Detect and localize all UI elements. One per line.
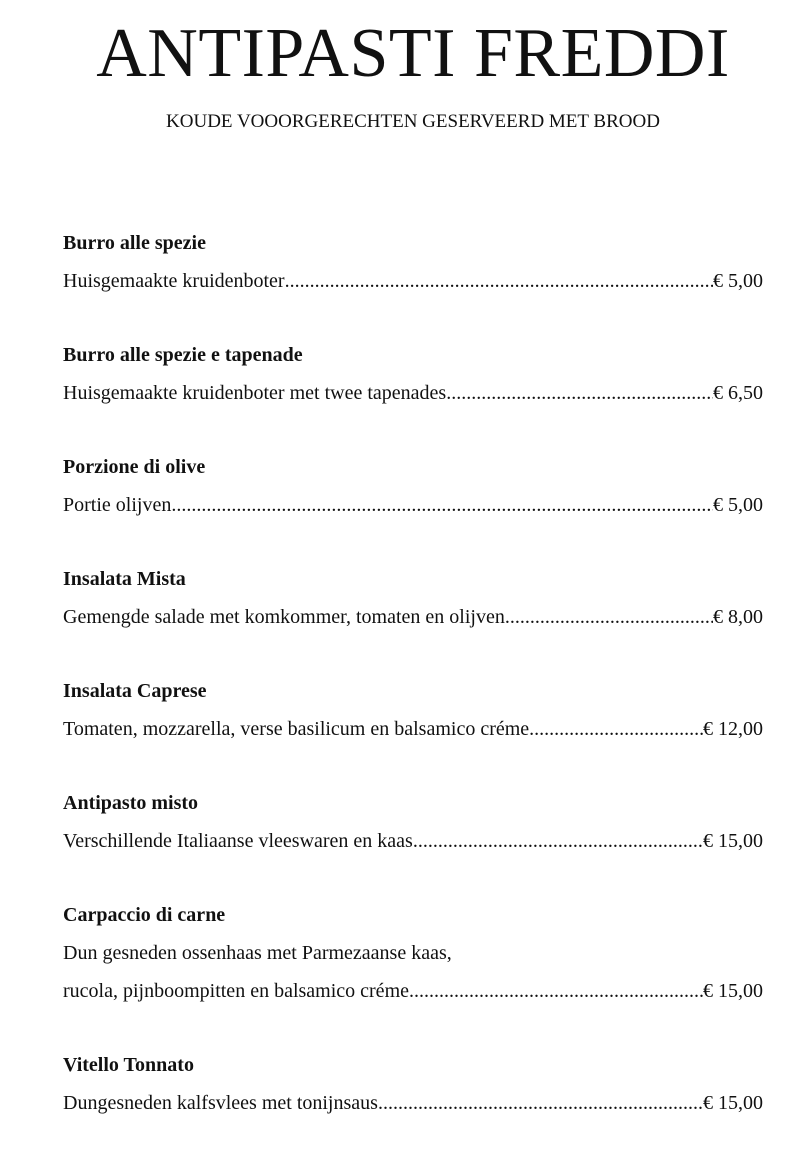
dot-leader — [171, 486, 713, 524]
menu-item-description: Tomaten, mozzarella, verse basilicum en balsamico créme — [63, 718, 530, 740]
page-subtitle: KOUDE VOOORGERECHTEN GESERVEERD MET BROOD — [166, 111, 660, 132]
menu-item — [63, 564, 763, 676]
menu-item — [63, 1050, 763, 1162]
menu-item-name: Insalata Mista — [63, 568, 186, 590]
menu-item-price: € 12,00 — [703, 718, 763, 740]
menu-item-description: Huisgemaakte kruidenboter — [63, 270, 285, 292]
menu-item-price: € 8,00 — [713, 606, 763, 628]
menu-item-line — [63, 972, 763, 1010]
menu-item-price: € 5,00 — [713, 270, 763, 292]
menu-item-line — [63, 1084, 763, 1122]
menu-item — [63, 340, 763, 452]
page-title: ANTIPASTI FREDDI — [96, 15, 730, 92]
menu-item-line — [63, 486, 763, 524]
menu-item-description: Gemengde salade met komkommer, tomaten en olijven — [63, 606, 505, 628]
dot-leader — [409, 972, 703, 1010]
menu-item-name: Burro alle spezie e tapenade — [63, 344, 303, 366]
dot-leader — [505, 598, 713, 636]
menu-item — [63, 452, 763, 564]
menu-item — [63, 228, 763, 340]
menu-item-line — [63, 598, 763, 636]
menu-item-line — [63, 262, 763, 300]
menu-item-description-line-1: Dun gesneden ossenhaas met Parmezaanse kaas, — [63, 942, 452, 964]
menu-item-name: Antipasto misto — [63, 792, 199, 814]
dot-leader — [446, 374, 713, 412]
menu-item-price: € 6,50 — [713, 382, 763, 404]
menu-item-line — [63, 934, 763, 972]
menu-item-line — [63, 374, 763, 412]
menu-item-name: Burro alle spezie — [63, 232, 206, 254]
menu-item-name: Porzione di olive — [63, 456, 206, 478]
menu-item — [63, 900, 763, 1050]
menu-item-price: € 15,00 — [703, 980, 763, 1002]
dot-leader — [285, 262, 713, 300]
menu-item-name: Carpaccio di carne — [63, 904, 226, 926]
dot-leader — [413, 822, 703, 860]
menu-item — [63, 788, 763, 900]
menu-item-description: Dungesneden kalfsvlees met tonijnsaus — [63, 1092, 378, 1114]
menu-item-price: € 15,00 — [703, 830, 763, 852]
menu-item-name: Insalata Caprese — [63, 680, 207, 702]
menu-item-price: € 15,00 — [703, 1092, 763, 1114]
menu-item-name: Vitello Tonnato — [63, 1054, 194, 1076]
menu-item-description: Verschillende Italiaanse vleeswaren en kaas — [63, 830, 413, 852]
dot-leader — [529, 710, 703, 748]
menu-item-line — [63, 710, 763, 748]
menu-item-description: rucola, pijnboompitten en balsamico créme — [63, 980, 409, 1002]
menu-item-price: € 5,00 — [713, 494, 763, 516]
dot-leader — [378, 1084, 703, 1122]
menu-list — [63, 228, 763, 1162]
menu-item — [63, 676, 763, 788]
menu-item-description: Huisgemaakte kruidenboter met twee tapenades — [63, 382, 447, 404]
menu-item-description: Portie olijven — [63, 494, 172, 516]
menu-item-line — [63, 822, 763, 860]
